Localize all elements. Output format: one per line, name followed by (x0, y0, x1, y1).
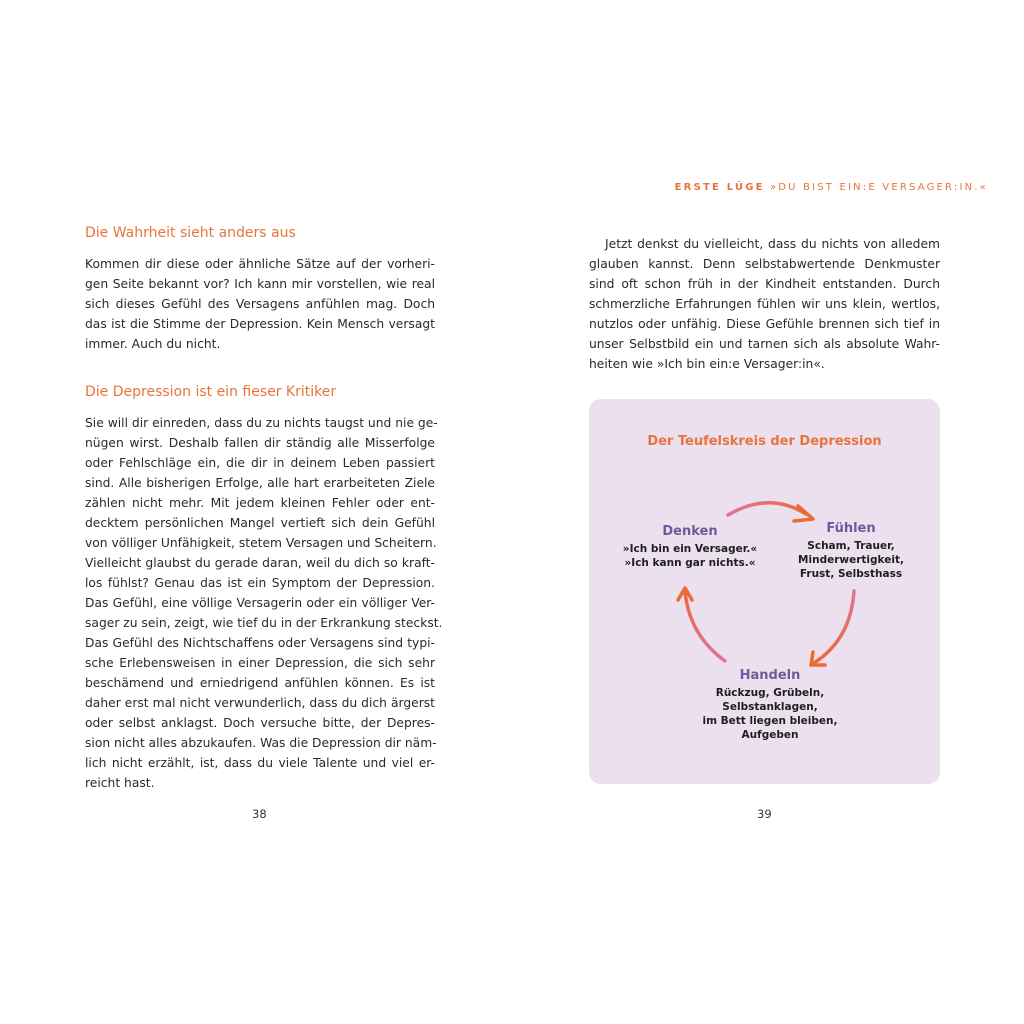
text-line: sich dieses Gefühl des Versagens anfühlen mag. Doch (85, 297, 435, 311)
text-line: beschämend und erniedrigend anfühlen können. Es ist (85, 676, 435, 690)
text-line: Sie will dir einreden, dass du zu nichts taugst und nie ge- (85, 416, 438, 430)
running-head-chapter: ERSTE LÜGE (674, 182, 765, 193)
diagram-title: Der Teufelskreis der Depression (647, 434, 882, 449)
node-line: Aufgeben (741, 729, 799, 741)
text-line: Vielleicht glaubst du gerade daran, weil du dich so kraft- (85, 556, 435, 570)
node-text-handeln (685, 686, 855, 742)
node-text-fuehlen (786, 539, 916, 581)
node-line: Rückzug, Grübeln, (715, 687, 825, 699)
text-line: oder Fehlschläge ein, die dir in deinem Leben passiert (85, 456, 435, 470)
text-line: das ist die Stimme der Depression. Kein Mensch versagt (85, 317, 435, 331)
node-title-denken: Denken (662, 524, 718, 539)
text-line: immer. Auch du nicht. (85, 337, 221, 351)
text-line: Jetzt denkst du vielleicht, dass du nichts von alledem (605, 237, 940, 251)
node-title-handeln: Handeln (739, 668, 801, 683)
text-line: Das Gefühl, eine völlige Versagerin oder ein völliger Ver- (85, 596, 435, 610)
text-line: glauben kannst. Denn selbstabwertende Denkmuster (589, 257, 940, 271)
node-line: im Bett liegen bleiben, (702, 715, 838, 727)
paragraph-truth (85, 254, 435, 354)
text-line: sind oft schon früh in der Kindheit entstanden. Durch (589, 277, 940, 291)
running-head-title: »DU BIST EIN:E VERSAGER:IN.« (770, 182, 988, 193)
node-line: »Ich kann gar nichts.« (624, 557, 756, 569)
text-line: decktem persönlichen Mangel vertieft sich dein Gefühl (85, 516, 435, 530)
section-heading-truth: Die Wahrheit sieht anders aus (85, 225, 296, 241)
node-line: Selbstanklagen, (722, 701, 818, 713)
text-line: sche Erlebensweisen in einer Depression, die sich sehr (85, 656, 435, 670)
node-title-fuehlen: Fühlen (826, 521, 876, 536)
text-line: oder selbst anklagst. Doch versuche bitte, der Depres- (85, 716, 435, 730)
text-line: Kommen dir diese oder ähnliche Sätze auf der vorheri- (85, 257, 435, 271)
text-line: Das Gefühl des Nichtschaffens oder Versagens sind typi- (85, 636, 435, 650)
text-line: lich nicht erzählt, ist, dass du viele Talente und viel er- (85, 756, 435, 770)
text-line: sind. Alle bisherigen Erfolge, alle hart erarbeiteten Ziele (85, 476, 435, 490)
page-number-right: 39 (757, 807, 772, 821)
paragraph-intro (589, 234, 940, 374)
page-number-left: 38 (252, 807, 267, 821)
text-line: los fühlst? Genau das ist ein Symptom der Depression. (85, 576, 435, 590)
node-text-denken (608, 542, 772, 570)
node-line: Minderwertigkeit, (798, 554, 904, 566)
text-line: reicht hast. (85, 776, 155, 790)
text-line: daher erst mal nicht verwunderlich, dass du dich ärgerst (85, 696, 435, 710)
arrow-denken-to-fuehlen (728, 503, 806, 515)
text-line: nutzlos oder unfähig. Diese Gefühle brennen sich tief in (589, 317, 940, 331)
arrow-fuehlen-to-handeln (814, 591, 854, 663)
running-head (675, 182, 988, 193)
text-line: nügen wirst. Deshalb fallen dir ständig alle Misserfolge (85, 436, 435, 450)
text-line: zählen nicht mehr. Mit jedem kleinen Fehler oder ent- (85, 496, 435, 510)
text-line: schmerzliche Erfahrungen fühlen wir uns klein, wertlos, (589, 297, 940, 311)
text-line: unser Selbstbild ein und tarnen sich als absolute Wahr- (589, 337, 940, 351)
text-line: gen Seite bekannt vor? Ich kann mir vorstellen, wie real (85, 277, 435, 291)
node-line: Frust, Selbsthass (799, 568, 903, 580)
section-heading-critic: Die Depression ist ein fieser Kritiker (85, 384, 337, 400)
text-line: heiten wie »Ich bin ein:e Versager:in«. (589, 357, 825, 371)
text-line: von völliger Unfähigkeit, stetem Versagen und Scheitern. (85, 536, 437, 550)
text-line: sager zu sein, zeigt, wie tief du in der Erkrankung steckst. (85, 616, 443, 630)
text-line: sion nicht alles abzukaufen. Was die Depression dir näm- (85, 736, 437, 750)
node-line: Scham, Trauer, (807, 540, 895, 552)
arrow-handeln-to-denken (685, 591, 725, 661)
paragraph-critic (85, 413, 443, 793)
node-line: »Ich bin ein Versager.« (622, 543, 758, 555)
